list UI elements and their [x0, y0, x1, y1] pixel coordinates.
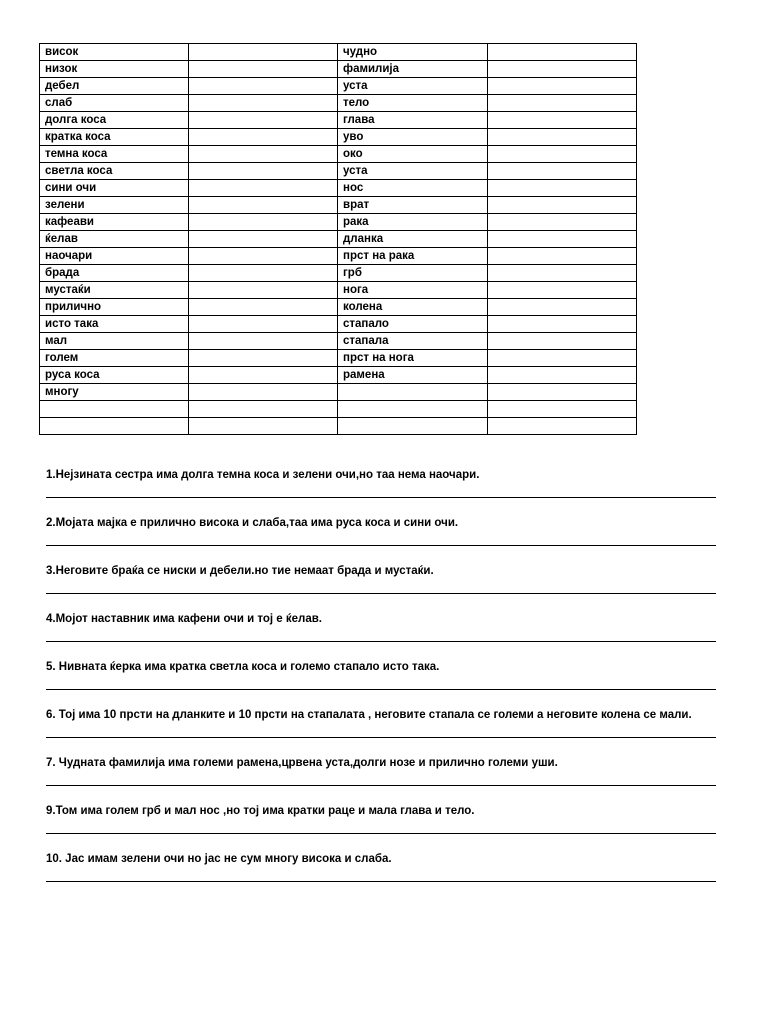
vocab-word-right: чудно: [338, 44, 488, 61]
sentence-item: [46, 610, 718, 642]
vocab-answer-right[interactable]: [488, 129, 637, 146]
vocab-word-left: исто така: [40, 316, 189, 333]
vocab-word-right: рака: [338, 214, 488, 231]
vocab-answer-left[interactable]: [189, 299, 338, 316]
vocab-word-left: [40, 401, 189, 418]
vocab-row: [40, 231, 637, 248]
vocab-word-left: прилично: [40, 299, 189, 316]
vocab-word-right: колена: [338, 299, 488, 316]
vocab-answer-right[interactable]: [488, 78, 637, 95]
vocab-answer-left[interactable]: [189, 214, 338, 231]
sentence-text: 9.Том има голем грб и мал нос ,но тој има кратки раце и мала глава и тело.: [46, 805, 475, 817]
vocab-word-left: брада: [40, 265, 189, 282]
vocab-answer-left[interactable]: [189, 265, 338, 282]
vocab-word-right: нога: [338, 282, 488, 299]
vocab-word-left: долга коса: [40, 112, 189, 129]
vocab-answer-left[interactable]: [189, 180, 338, 197]
vocab-word-left: руса коса: [40, 367, 189, 384]
vocab-row: [40, 61, 637, 78]
vocab-word-left: ќелав: [40, 231, 189, 248]
vocab-row: [40, 95, 637, 112]
vocab-answer-left[interactable]: [189, 163, 338, 180]
sentence-exercises: [46, 466, 718, 898]
sentence-text: 6. Тој има 10 прсти на дланките и 10 прсти на стапалата , неговите стапала се големи а неговите колена се мали.: [46, 709, 692, 721]
answer-line[interactable]: [46, 737, 716, 738]
vocab-answer-left[interactable]: [189, 95, 338, 112]
vocab-answer-left[interactable]: [189, 44, 338, 61]
vocab-word-left: мустаќи: [40, 282, 189, 299]
vocab-answer-right[interactable]: [488, 112, 637, 129]
sentence-item: [46, 466, 718, 498]
vocab-answer-left[interactable]: [189, 129, 338, 146]
vocab-word-right: прст на рака: [338, 248, 488, 265]
vocab-answer-left[interactable]: [189, 112, 338, 129]
vocab-row: [40, 333, 637, 350]
vocab-answer-right[interactable]: [488, 418, 637, 435]
answer-line[interactable]: [46, 593, 716, 594]
vocab-answer-left[interactable]: [189, 146, 338, 163]
sentence-item: [46, 754, 718, 786]
vocab-word-right: око: [338, 146, 488, 163]
vocabulary-table: [39, 43, 637, 435]
vocab-word-right: глава: [338, 112, 488, 129]
sentence-text: 7. Чудната фамилија има големи рамена,црвена уста,долги нозе и прилично големи уши.: [46, 757, 558, 769]
vocab-answer-left[interactable]: [189, 333, 338, 350]
vocab-word-right: дланка: [338, 231, 488, 248]
vocab-word-left: сини очи: [40, 180, 189, 197]
vocab-answer-left[interactable]: [189, 384, 338, 401]
vocab-row: [40, 146, 637, 163]
vocab-answer-right[interactable]: [488, 401, 637, 418]
sentence-item: [46, 658, 718, 690]
vocab-answer-right[interactable]: [488, 163, 637, 180]
vocab-answer-right[interactable]: [488, 282, 637, 299]
vocab-answer-right[interactable]: [488, 316, 637, 333]
sentence-text: 5. Нивната ќерка има кратка светла коса и големо стапало исто така.: [46, 661, 440, 673]
sentence-text: 2.Мојата мајка е прилично висока и слаба,таа има руса коса и сини очи.: [46, 517, 459, 529]
vocab-answer-right[interactable]: [488, 265, 637, 282]
vocab-row: [40, 384, 637, 401]
vocab-word-left: многу: [40, 384, 189, 401]
sentence-text: 3.Неговите браќа се ниски и дебели.но тие немаат брада и мустаќи.: [46, 565, 434, 577]
vocab-answer-left[interactable]: [189, 248, 338, 265]
vocab-answer-right[interactable]: [488, 146, 637, 163]
vocab-answer-left[interactable]: [189, 61, 338, 78]
sentence-item: [46, 706, 718, 738]
vocab-answer-left[interactable]: [189, 401, 338, 418]
vocab-word-right: уста: [338, 163, 488, 180]
vocab-word-left: кратка коса: [40, 129, 189, 146]
vocab-row: [40, 265, 637, 282]
vocab-answer-right[interactable]: [488, 95, 637, 112]
vocab-answer-right[interactable]: [488, 384, 637, 401]
vocab-row: [40, 44, 637, 61]
answer-line[interactable]: [46, 497, 716, 498]
vocab-answer-left[interactable]: [189, 418, 338, 435]
vocab-answer-left[interactable]: [189, 231, 338, 248]
vocab-word-right: грб: [338, 265, 488, 282]
vocab-word-left: слаб: [40, 95, 189, 112]
answer-line[interactable]: [46, 545, 716, 546]
vocab-row: [40, 197, 637, 214]
vocab-row: [40, 112, 637, 129]
vocab-word-left: голем: [40, 350, 189, 367]
vocab-word-right: [338, 418, 488, 435]
sentence-item: [46, 850, 718, 882]
sentence-text: 4.Мојот наставник има кафени очи и тој е ќелав.: [46, 613, 322, 625]
vocab-row: [40, 418, 637, 435]
vocab-answer-left[interactable]: [189, 197, 338, 214]
vocab-row: [40, 316, 637, 333]
vocab-word-right: фамилија: [338, 61, 488, 78]
sentence-item: [46, 802, 718, 834]
vocab-answer-right[interactable]: [488, 231, 637, 248]
vocab-row: [40, 367, 637, 384]
vocab-word-left: дебел: [40, 78, 189, 95]
vocab-word-left: темна коса: [40, 146, 189, 163]
vocab-row: [40, 163, 637, 180]
vocab-answer-right[interactable]: [488, 214, 637, 231]
sentence-item: [46, 514, 718, 546]
vocabulary-table-body: [40, 44, 637, 435]
vocab-word-left: наочари: [40, 248, 189, 265]
vocab-word-right: прст на нога: [338, 350, 488, 367]
vocab-word-right: стапала: [338, 333, 488, 350]
vocab-answer-right[interactable]: [488, 367, 637, 384]
vocab-row: [40, 129, 637, 146]
vocab-row: [40, 282, 637, 299]
answer-line[interactable]: [46, 641, 716, 642]
answer-line[interactable]: [46, 689, 716, 690]
answer-line[interactable]: [46, 881, 716, 882]
vocab-word-right: уво: [338, 129, 488, 146]
vocab-answer-left[interactable]: [189, 350, 338, 367]
vocab-word-right: [338, 401, 488, 418]
vocab-word-left: зелени: [40, 197, 189, 214]
vocab-row: [40, 180, 637, 197]
vocab-word-right: врат: [338, 197, 488, 214]
vocab-answer-right[interactable]: [488, 44, 637, 61]
vocab-word-right: [338, 384, 488, 401]
sentence-text: 10. Јас имам зелени очи но јас не сум многу висока и слаба.: [46, 853, 392, 865]
vocab-word-left: низок: [40, 61, 189, 78]
vocab-word-left: светла коса: [40, 163, 189, 180]
vocab-word-left: [40, 418, 189, 435]
answer-line[interactable]: [46, 833, 716, 834]
vocab-answer-right[interactable]: [488, 333, 637, 350]
vocab-answer-right[interactable]: [488, 197, 637, 214]
vocab-row: [40, 350, 637, 367]
vocab-word-left: висок: [40, 44, 189, 61]
vocab-row: [40, 248, 637, 265]
vocab-answer-right[interactable]: [488, 248, 637, 265]
vocab-answer-left[interactable]: [189, 282, 338, 299]
vocab-answer-right[interactable]: [488, 350, 637, 367]
vocab-word-right: рамена: [338, 367, 488, 384]
vocab-answer-left[interactable]: [189, 78, 338, 95]
vocab-row: [40, 214, 637, 231]
vocab-word-left: мал: [40, 333, 189, 350]
vocab-row: [40, 401, 637, 418]
vocab-answer-right[interactable]: [488, 61, 637, 78]
vocab-answer-left[interactable]: [189, 367, 338, 384]
sentence-text: 1.Нејзината сестра има долга темна коса и зелени очи,но таа нема наочари.: [46, 469, 480, 481]
vocab-word-right: стапало: [338, 316, 488, 333]
vocab-word-right: уста: [338, 78, 488, 95]
vocab-row: [40, 299, 637, 316]
vocab-answer-right[interactable]: [488, 299, 637, 316]
sentence-item: [46, 562, 718, 594]
vocab-answer-left[interactable]: [189, 316, 338, 333]
vocab-word-right: нос: [338, 180, 488, 197]
vocab-row: [40, 78, 637, 95]
vocab-word-left: кафеави: [40, 214, 189, 231]
answer-line[interactable]: [46, 785, 716, 786]
vocab-answer-right[interactable]: [488, 180, 637, 197]
vocab-word-right: тело: [338, 95, 488, 112]
